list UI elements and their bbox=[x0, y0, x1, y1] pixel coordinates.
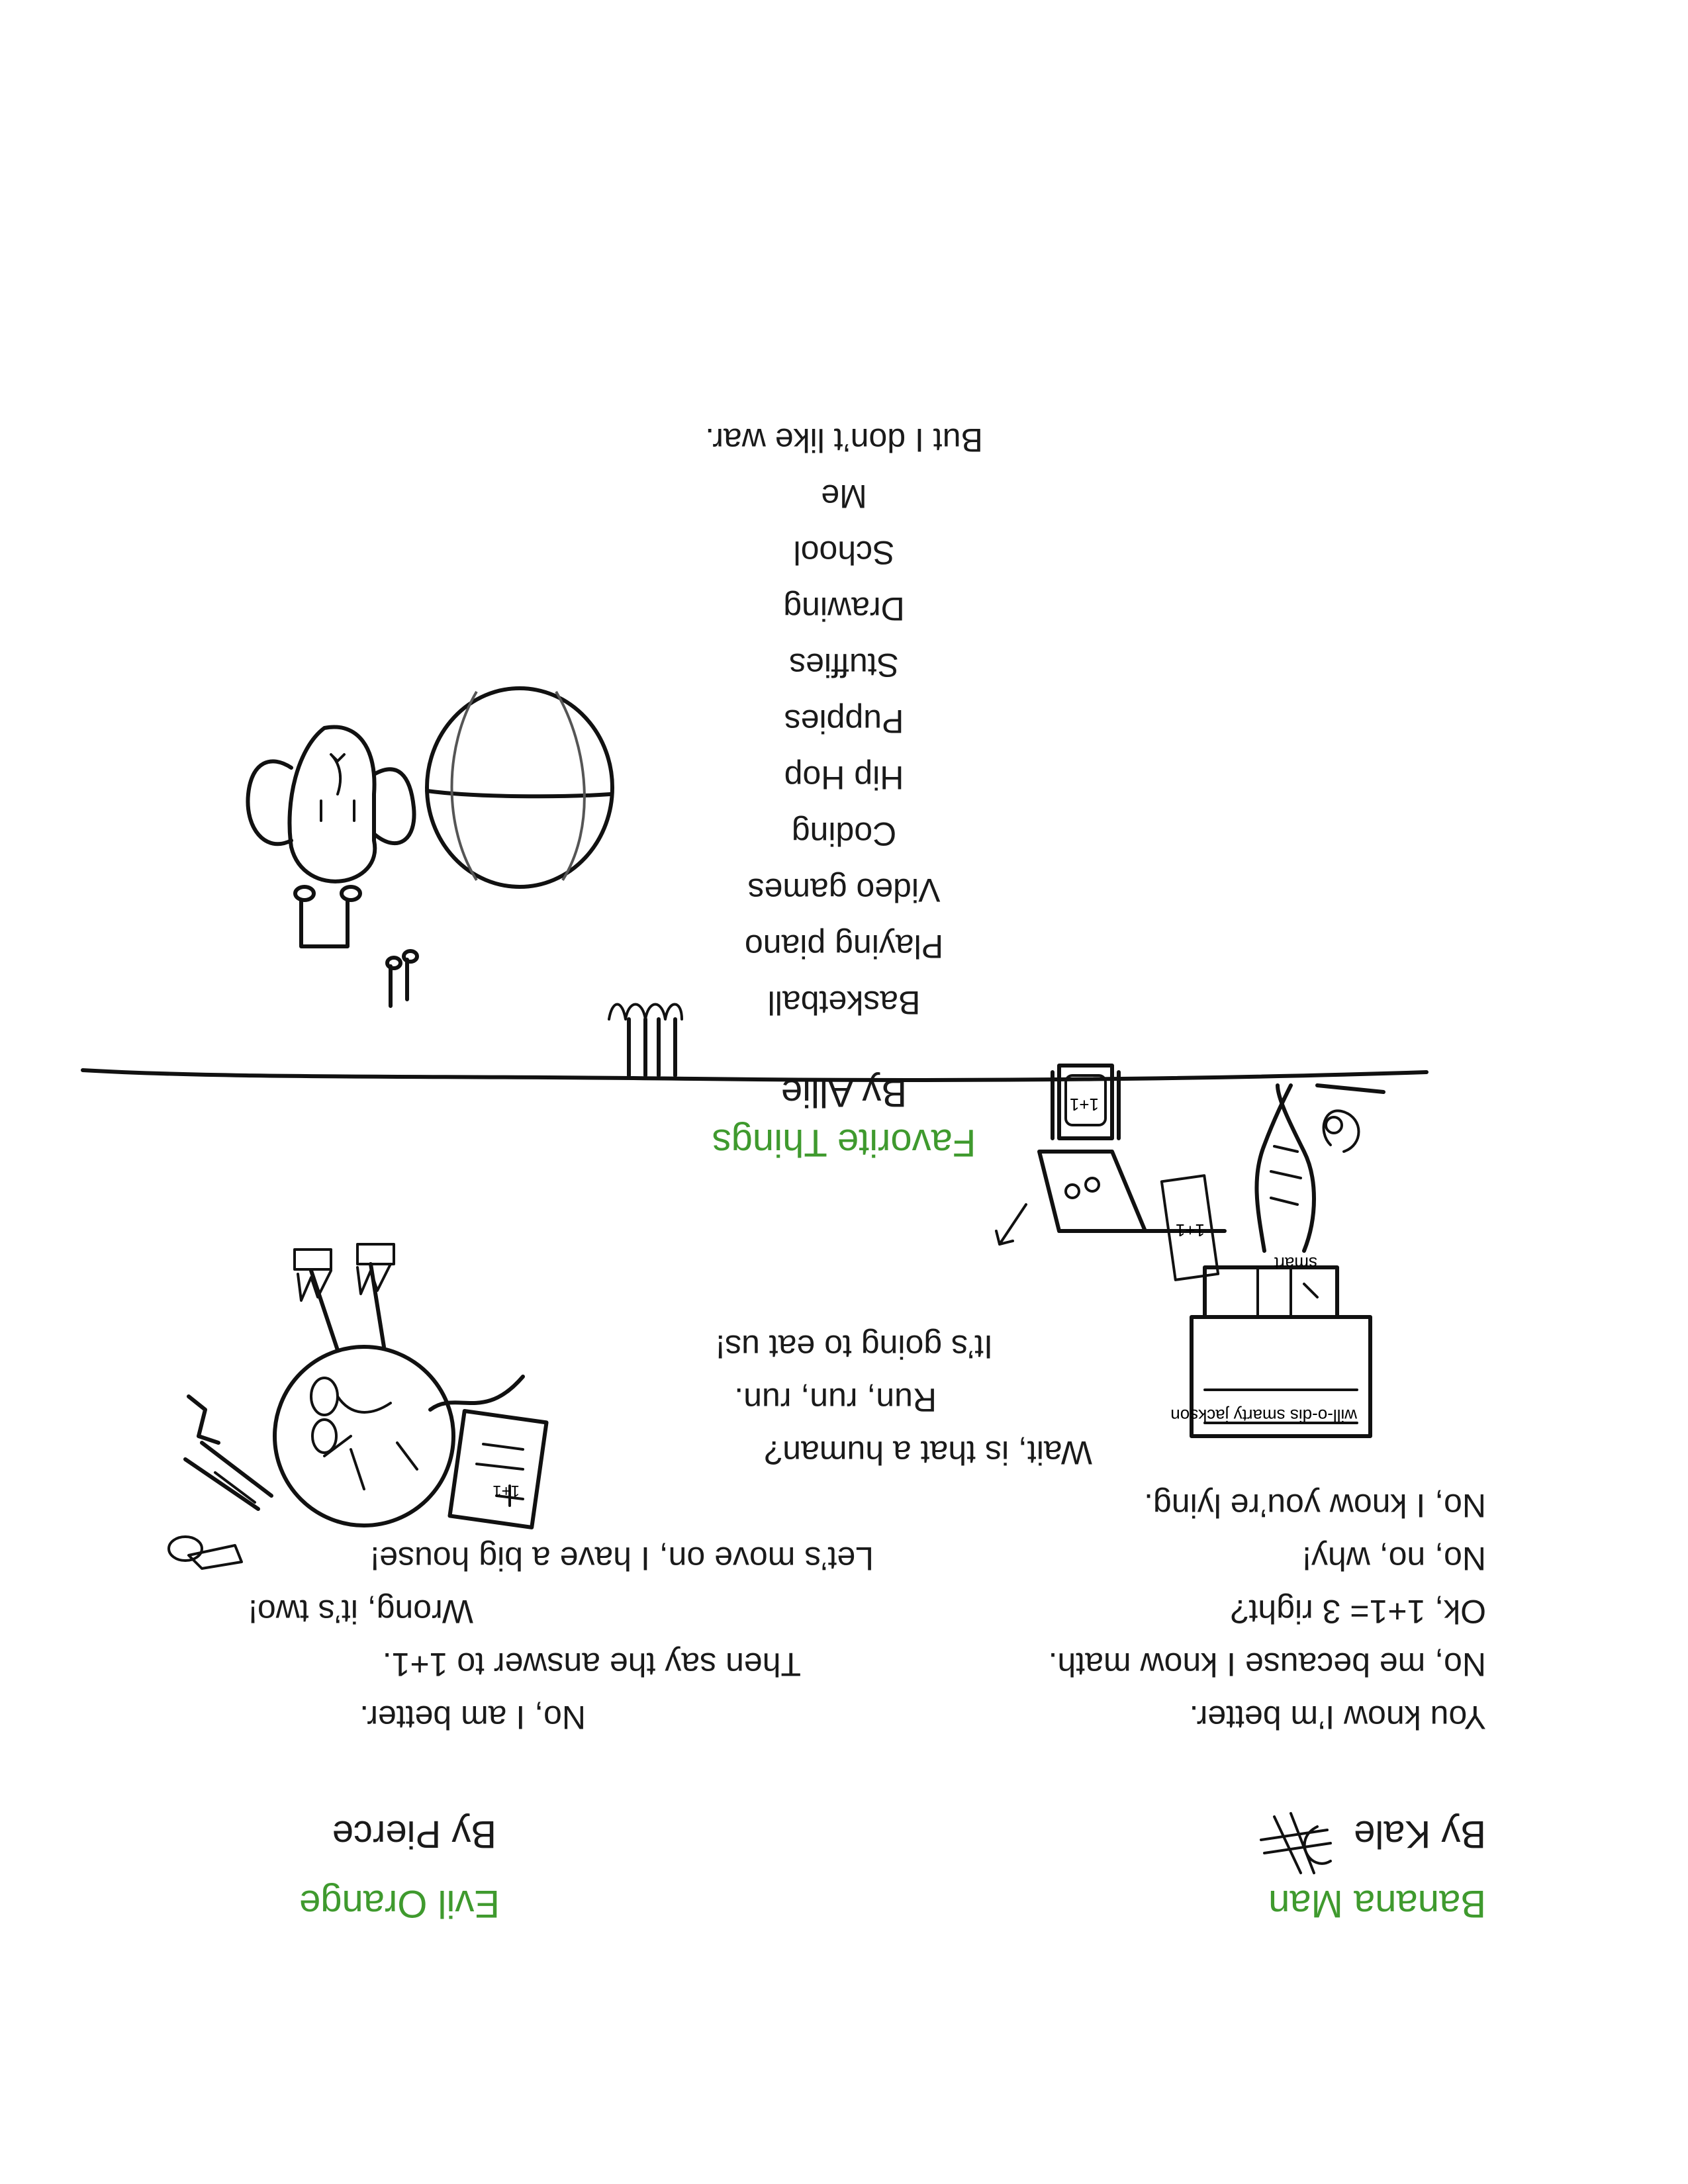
dialogue-line: Let’s move on, I have a big house! bbox=[370, 1540, 874, 1577]
list-item: Video games bbox=[747, 872, 941, 909]
list-item: But I don’t like war. bbox=[705, 422, 983, 459]
list-item: Playing piano bbox=[744, 928, 944, 965]
dialogue-line: No, I know you’re lying. bbox=[1144, 1487, 1486, 1524]
dialogue-line: Wait, is that a human? bbox=[764, 1434, 1092, 1471]
dialogue-line: Then say the answer to 1+1. bbox=[382, 1646, 801, 1683]
list-item: Coding bbox=[791, 815, 897, 852]
dialogue-line: Wrong, it’s two! bbox=[248, 1593, 473, 1630]
list-item: Hip Hop bbox=[784, 759, 904, 796]
dialogue-line: No, I am better. bbox=[359, 1699, 586, 1736]
dialogue-line: No, me because I know math. bbox=[1048, 1646, 1486, 1683]
dialogue-line: You know I’m better. bbox=[1189, 1699, 1486, 1736]
dialogue-line: It’s going to eat us! bbox=[716, 1328, 993, 1365]
door-sign-text: 1+1 bbox=[1069, 1095, 1099, 1115]
list-item: Stuffies bbox=[789, 647, 899, 684]
banana-sign-text: 1+1 bbox=[1175, 1220, 1205, 1240]
jail-text: will-o-dis smarty jackson bbox=[1170, 1406, 1357, 1426]
favorite-things-title: Favorite Things bbox=[712, 1121, 976, 1164]
jail-tag: smart bbox=[1274, 1253, 1317, 1273]
dialogue-line: Run, run, run. bbox=[734, 1381, 937, 1418]
list-item: Puppies bbox=[784, 703, 904, 740]
banana-man-author: By Kale bbox=[1354, 1813, 1486, 1856]
dialogue-line: Ok, 1+1= 3 right? bbox=[1230, 1593, 1486, 1630]
evil-orange-author: By Pierce bbox=[332, 1813, 496, 1856]
banana-man-title: Banana Man bbox=[1268, 1882, 1486, 1925]
favorite-things-author: By Allie bbox=[780, 1071, 908, 1115]
evil-orange-title: Evil Orange bbox=[299, 1882, 500, 1925]
list-item: School bbox=[793, 534, 895, 571]
list-item: Me bbox=[821, 478, 867, 515]
list-item: Basketball bbox=[767, 984, 921, 1021]
list-item: Drawing bbox=[783, 590, 905, 627]
sign-text: 1+1 bbox=[492, 1482, 520, 1500]
dialogue-line: No, no, why! bbox=[1302, 1540, 1486, 1577]
